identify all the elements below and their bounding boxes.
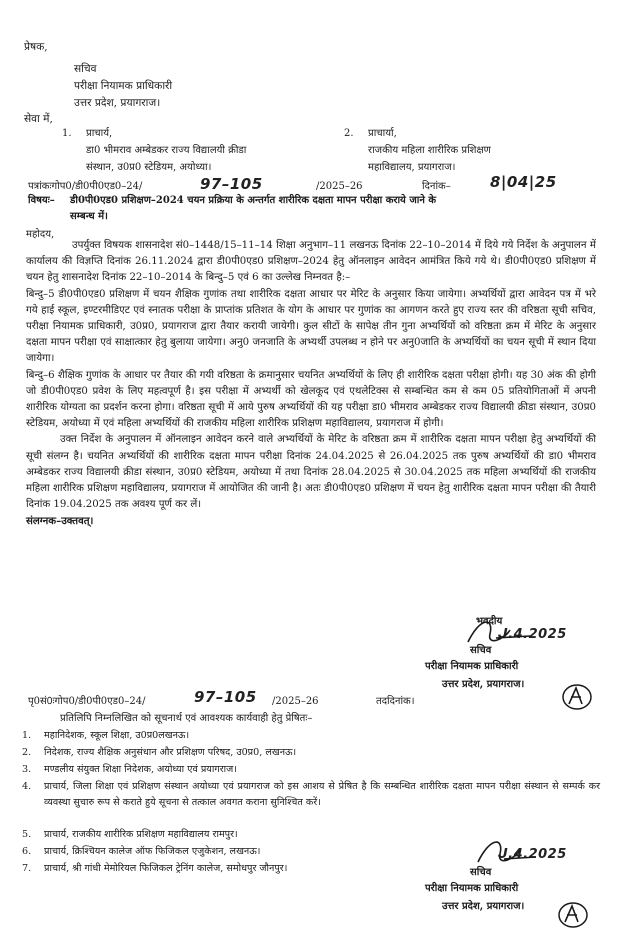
recipients-label: सेवा में,	[24, 113, 53, 125]
copy-item-7-number: 7.	[22, 863, 32, 874]
closing2-office: परीक्षा नियामक प्राधिकारी	[425, 883, 519, 894]
recipient-2-name: राजकीय महिला शारीरिक प्रशिक्षण	[368, 145, 491, 156]
copy-reference-prefix: पृ0सं0ःगोप0/डी0पी0एड0–24/	[28, 696, 146, 707]
copy-date-label: तददिनांक।	[376, 696, 415, 707]
handwritten-copy-number: 97–105	[194, 688, 257, 706]
recipient-2-title: प्राचार्या,	[368, 128, 397, 139]
letter-body	[26, 238, 596, 530]
recipient-2-address: महाविद्यालय, प्रयागराज।	[368, 162, 456, 173]
subject-text-line2: सम्बन्ध में।	[70, 211, 108, 222]
copy-item-1: महानिदेशक, स्कूल शिक्षा, उ0प्र0लखनऊ।	[44, 730, 190, 741]
copy-item-5: प्राचार्य, राजकीय शारीरिक प्रशिक्षण महाविद्यालय रामपुर।	[44, 829, 238, 840]
body-paragraph-2: बिन्दु–5 डी0पी0एड0 प्रशिक्षण में चयन शैक्षिक गुणांक तथा शारीरिक दक्षता आधार पर मेरिट के अनुसार किया जायेगा। अभ्यर्थियों द्वारा आवेदन पत्र में भरे गये हाई स्कूल, इण्टरमीडिएट एवं स्नातक परीक्षा के प्राप्तांक प्रतिशत के योग के आधार पर गुणांक का आगणन करते हुए राज्य स्तर की वरिष्ठता सूची सचिव, परीक्षा नियामक प्राधिकारी, उ0प्र0, प्रयागराज द्वारा तैयार करायी जायेगी। कुल सीटों के सापेक्ष तीन गुना अभ्यर्थियों को वरिष्ठता क्रम में मेरिट के अनुसार दक्षता मापन परीक्षा एवं साक्षात्कार हेतु बुलाया जायेगा। अनु0 जनजाति के अभ्यर्थी उपलब्ध न होने पर अनु0जाति के अभ्यर्थियों का चयन सूची में स्थान दिया जायेगा।	[26, 288, 596, 365]
enclosure-note: संलग्नक–उक्तवत्।	[26, 515, 94, 528]
body-paragraph-4: उक्त निर्देश के अनुपालन में ऑनलाइन आवेदन करने वाले अभ्यर्थियों के मेरिट के वरिष्ठता क्रम में शारीरिक दक्षता मापन परीक्षा हेतु अभ्यर्थियों की सूची संलग्न है। चयनित अभ्यर्थियों की शारीरिक दक्षता मापन परीक्षा दिनांक 24.04.2025 से 26.04.2025 तक पुरुष अभ्यर्थियों की डा0 भीमराव अम्बेडकर राज्य विद्यालयी क्रीडा संस्थान, उ0प्र0 स्टेडियम, अयोध्या में तथा दिनांक 28.04.2025 से 30.04.2025 तक महिला अभ्यर्थियों की राजकीय महिला शारीरिक प्रशिक्षण महाविद्यालय, प्रयागराज में आयोजित की जानी है। अतः डी0पी0एड0 प्रशिक्षण में चयन हेतु शारीरिक दक्षता मापन परीक्षा की तैयारी दिनांक 19.04.2025 तक अवश्य पूर्ण कर लें।	[26, 434, 596, 511]
copy-item-7: प्राचार्य, श्री गांधी मेमोरियल फिजिकल ट्रेनिंग कालेज, समोधपुर जौनपुर।	[44, 863, 288, 874]
recipient-2-number: 2.	[344, 128, 354, 139]
recipient-1-title: प्राचार्य,	[86, 128, 113, 139]
letter-date-label: दिनांक–	[422, 181, 451, 192]
salutation: महोदय,	[26, 229, 55, 240]
copy-item-2: निदेशक, राज्य शैक्षिक अनुसंधान और प्रशिक्षण परिषद, उ0प्र0, लखनऊ।	[44, 747, 297, 758]
sender-label: प्रेषक,	[24, 41, 48, 53]
body-paragraph-3: बिन्दु–6 शैक्षिक गुणांक के आधार पर तैयार की गयी वरिष्ठता के क्रमानुसार चयनित अभ्यर्थियों के लिए ही शारीरिक दक्षता परीक्षा होगी। यह 30 अंक की होगी जो डी0पी0एड0 प्रवेश के लिए महत्वपूर्ण है। इस परीक्षा में अभ्यर्थी को खेलकूद एवं एथलेटिक्स से सम्बन्धित कम से कम 05 प्रतियोगिताओं में अपनी शारीरिक योग्यता का प्रदर्शन करना होगा। वरिष्ठता सूची में आये पुरुष अभ्यर्थियों की यह परीक्षा डा0 भीमराव अम्बेडकर राज्य विद्यालयी क्रीडा संस्थान, उ0प्र0 स्टेडियम, अयोध्या में एवं महिला अभ्यर्थियों की राजकीय महिला शारीरिक प्रशिक्षण महाविद्यालय, प्रयागराज में होगी।	[26, 369, 596, 430]
signature-mark-2	[470, 832, 580, 872]
copy-item-4-number: 4.	[22, 781, 32, 792]
copy-item-1-number: 1.	[22, 730, 32, 741]
closing2-designation: सचिव	[470, 867, 492, 878]
copy-item-3: मण्डलीय संयुक्त शिक्षा निदेशक, अयोध्या एवं प्रयागराज।	[44, 764, 237, 775]
subject-text-line1: डी0पी0एड0 प्रशिक्षण–2024 चयन प्रक्रिया के अन्तर्गत शारीरिक दक्षता मापन परीक्षा कराये जाने के	[70, 195, 437, 206]
copy-item-3-number: 3.	[22, 764, 32, 775]
copy-item-4: प्राचार्य, जिला शिक्षा एवं प्रशिक्षण संस्थान अयोध्या एवं प्रयागराज को इस आशय से प्रेषित है कि सम्बन्धित शारीरिक दक्षता मापन परीक्षा संस्थान से सम्पर्क कर व्यवस्था सुचारु रूप से कराते हुये सूचना से तत्काल अवगत कराना सुनिश्चित करें।	[44, 781, 600, 808]
closing-place: उत्तर प्रदेश, प्रयागराज।	[442, 679, 525, 690]
copy-intro: प्रतिलिपि निम्नलिखित को सूचनार्थ एवं आवश्यक कार्यवाही हेतु प्रेषितः–	[60, 713, 313, 724]
signature-mark-1	[460, 612, 580, 652]
handwritten-signature-date-2: ᒍ.4.2025	[498, 847, 567, 862]
closing-designation: सचिव	[470, 645, 492, 656]
recipient-1-name: डा0 भीमराव अम्बेडकर राज्य विद्यालयी क्रीडा	[86, 145, 247, 156]
handwritten-letter-date: 8|04|25	[490, 173, 557, 191]
copy-item-5-number: 5.	[22, 829, 32, 840]
letter-reference-prefix: पत्रांकःगोप0/डी0पी0एड0–24/	[28, 181, 143, 192]
recipient-1-number: 1.	[62, 128, 72, 139]
handwritten-signature-date-1: ᒍ.4.2025	[498, 627, 567, 642]
closing-office: परीक्षा नियामक प्राधिकारी	[425, 661, 519, 672]
initials-stamp-2	[556, 900, 590, 930]
copy-item-2-number: 2.	[22, 747, 32, 758]
copy-item-6: प्राचार्य, क्रिश्चियन कालेज ऑफ फिजिकल एजुकेशन, लखनऊ।	[44, 846, 261, 857]
sender-place: उत्तर प्रदेश, प्रयागराज।	[74, 97, 161, 109]
closing2-place: उत्तर प्रदेश, प्रयागराज।	[442, 901, 525, 912]
sender-designation: सचिव	[74, 63, 97, 75]
letter-reference-year: /2025–26	[316, 181, 363, 192]
recipient-1-address: संस्थान, उ0प्र0 स्टेडियम, अयोध्या।	[86, 162, 212, 173]
body-paragraph-1: उपर्युक्त विषयक शासनादेश सं0–1448/15–11–14 शिक्षा अनुभाग–11 लखनऊ दिनांक 22–10–2014 में दिये गये निर्देश के अनुपालन में कार्यालय की विज्ञप्ति दिनांक 26.11.2024 द्वारा डी0पी0एड0 प्रशिक्षण–2024 हेतु ऑनलाइन आवेदन आमंत्रित किये गये थे। डी0पी0एड0 प्रशिक्षण में चयन हेतु शासनादेश दिनांक 22–10–2014 के बिन्दु–5 एवं 6 का उल्लेख निम्नवत है:–	[26, 240, 596, 284]
subject-label: विषयः–	[28, 195, 55, 206]
copy-reference-year: /2025–26	[272, 696, 319, 707]
copy-item-6-number: 6.	[22, 846, 32, 857]
initials-stamp-1	[560, 682, 594, 712]
handwritten-letter-number: 97–105	[200, 175, 263, 193]
sender-office: परीक्षा नियामक प्राधिकारी	[74, 80, 173, 92]
closing-yours: भवदीय	[476, 616, 503, 627]
